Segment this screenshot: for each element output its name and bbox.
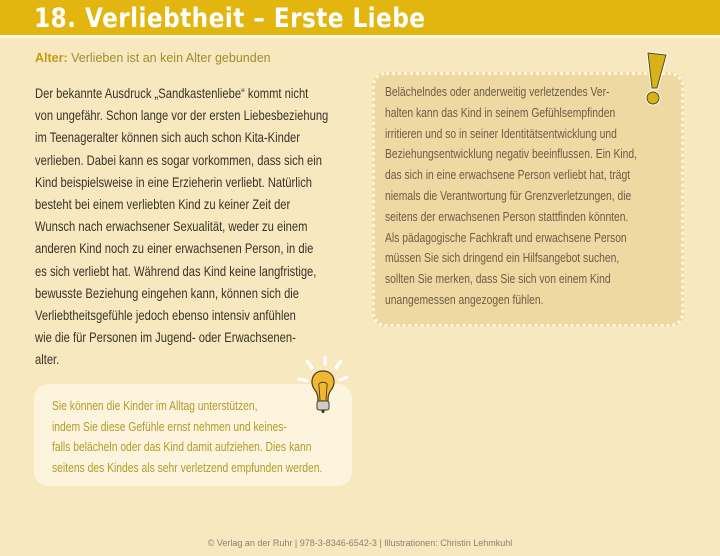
- text-line: falls belächeln oder das Kind damit aufziehen. Dies kann: [52, 440, 312, 454]
- footer-credits: © Verlag an der Ruhr | 978-3-8346-6542-3 | Illustrationen: Christin Lehmkuhl: [207, 538, 513, 548]
- text-line: sollten Sie merken, dass Sie sich von einem Kind: [385, 272, 611, 287]
- text-line: müssen Sie sich dringend ein Hilfsangebot suchen,: [385, 251, 620, 266]
- warning-text: [385, 82, 692, 311]
- text-line: seitens der erwachsenen Person stattfinden könnten.: [385, 209, 629, 224]
- text-line: Wunsch nach erwachsener Sexualität, weder zu einem: [35, 218, 308, 235]
- text-line: bewusste Beziehung eingehen kann, können sich die: [35, 284, 300, 301]
- text-line: wie die für Personen im Jugend- oder Erwachsenen-: [35, 329, 296, 346]
- text-line: es sich verliebt hat. Während das Kind keine langfristige,: [35, 262, 317, 279]
- text-line: Kind beispielsweise in eine Erzieherin verliebt. Natürlich: [35, 173, 313, 190]
- page-title: 18. Verliebtheit – Erste Liebe: [34, 3, 426, 34]
- text-line: Beziehungsentwicklung negativ beeinflussen. Ein Kind,: [385, 147, 638, 162]
- text-line: verlieben. Dabei kann es sogar vorkommen, dass sich ein: [35, 151, 322, 168]
- text-line: Sie können die Kinder im Alltag unterstützen,: [52, 399, 258, 413]
- header-bar: [0, 0, 720, 38]
- tip-text: [52, 396, 382, 478]
- age-text: Verlieben ist an kein Alter gebunden: [71, 51, 271, 65]
- text-line: Belächelndes oder anderweitig verletzendes Ver-: [385, 85, 610, 99]
- age-line: [35, 51, 271, 65]
- text-line: Verliebtheitsgefühle jedoch ebenso intensiv anfühlen: [35, 307, 296, 324]
- text-line: Der bekannte Ausdruck „Sandkastenliebe“ kommt nicht: [35, 85, 309, 101]
- text-line: Als pädagogische Fachkraft und erwachsene Person: [385, 230, 627, 245]
- text-line: besteht bei einem verliebten Kind zu keiner Zeit der: [35, 196, 291, 213]
- text-line: anderen Kind noch zu einer erwachsenen Person, in die: [35, 240, 314, 257]
- text-line: das sich in eine erwachsene Person verliebt hat, trägt: [385, 168, 631, 183]
- text-line: seitens des Kindes als sehr verletzend empfunden werden.: [52, 460, 323, 475]
- text-line: indem Sie diese Gefühle ernst nehmen und keines-: [52, 419, 287, 434]
- text-line: niemals die Verantwortung für Grenzverletzungen, die: [385, 188, 632, 203]
- text-line: halten kann das Kind in seinem Gefühlsempfinden: [385, 105, 616, 120]
- text-line: im Teenageralter können sich auch schon Kita-Kinder: [35, 129, 301, 146]
- text-line: unangemessen angezogen fühlen.: [385, 292, 544, 307]
- text-line: von ungefähr. Schon lange vor der ersten Liebesbeziehung: [35, 107, 329, 124]
- text-line: irritieren und so in seiner Identitätsentwicklung und: [385, 126, 617, 141]
- age-label: Alter:: [35, 51, 68, 65]
- text-line: alter.: [35, 351, 60, 368]
- main-text: [35, 82, 360, 371]
